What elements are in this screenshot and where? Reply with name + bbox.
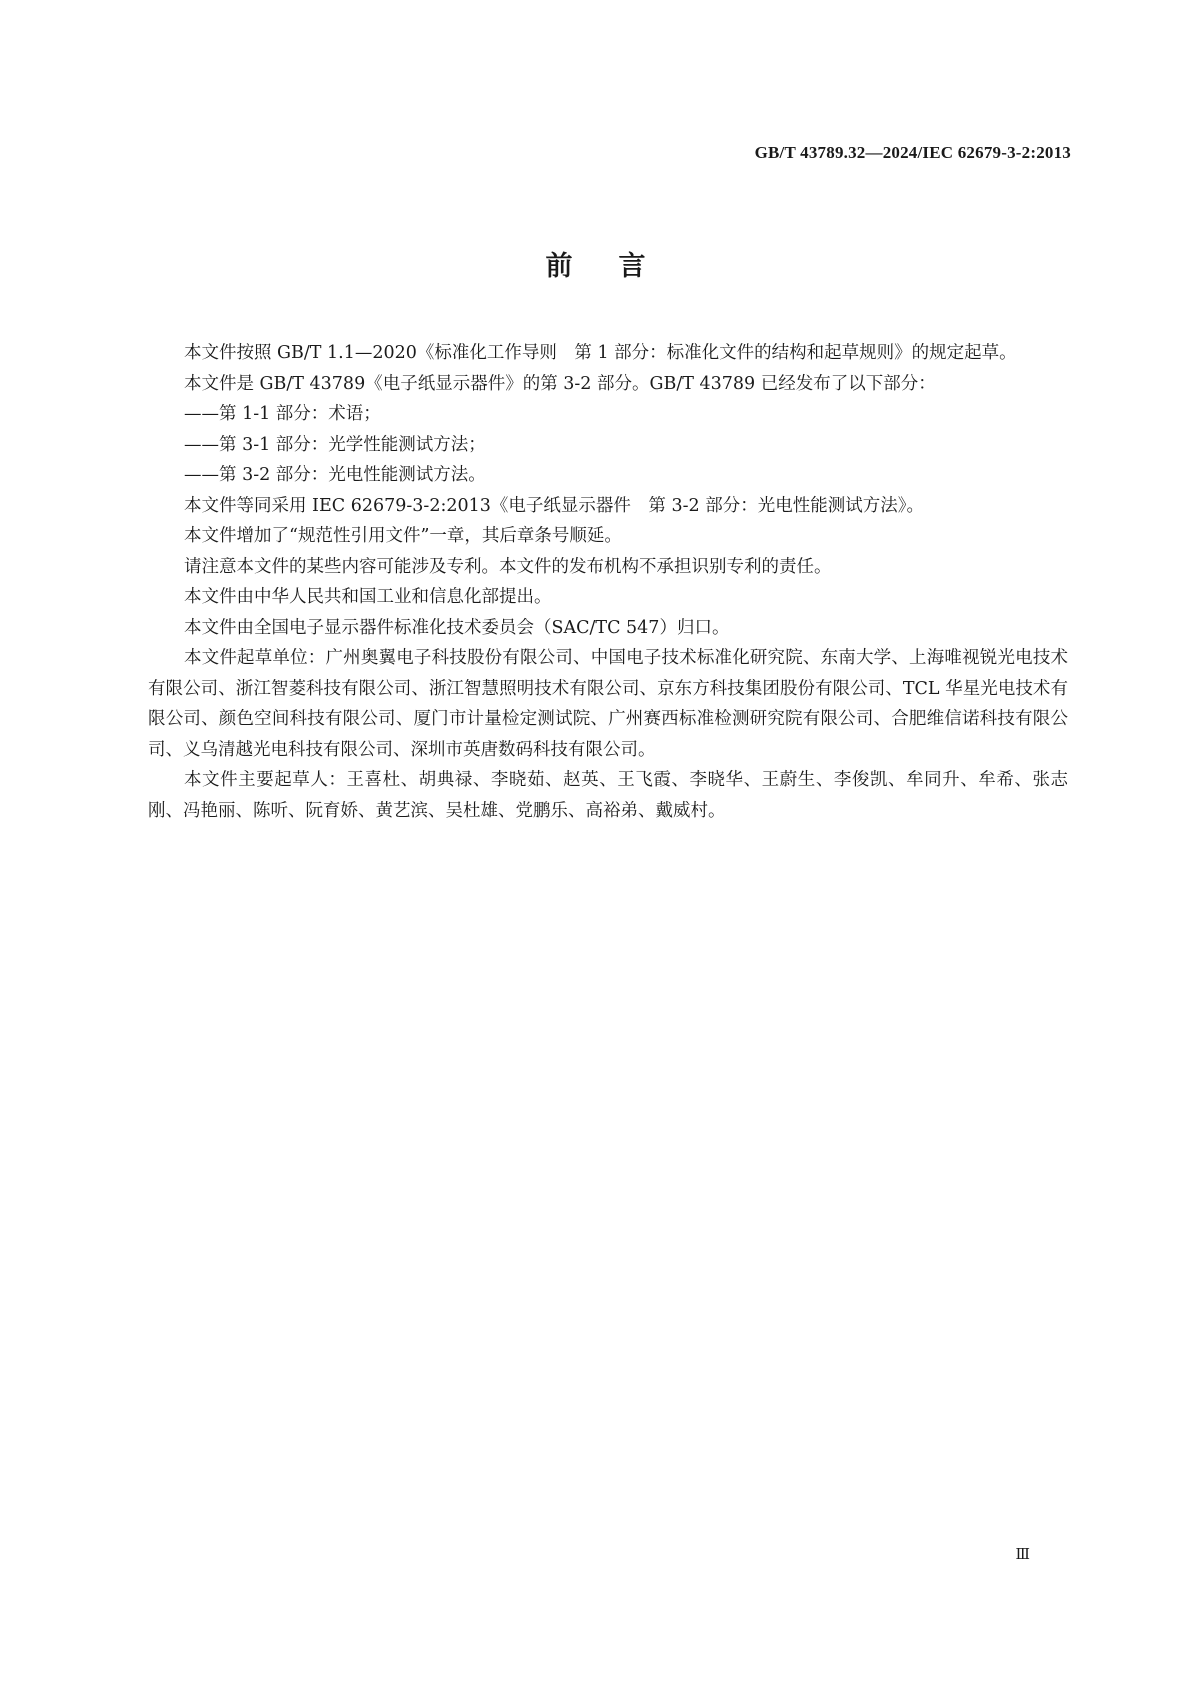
paragraph-drafting-organizations: 本文件起草单位：广州奥翼电子科技股份有限公司、中国电子技术标准化研究院、东南大学、上海唯视锐光电技术有限公司、浙江智菱科技有限公司、浙江智慧照明技术有限公司、京东方科技集团股份有限公司、TCL 华星光电技术有限公司、颜色空间科技有限公司、厦门市计量检定测试院、广州赛西标准检测研究院有限公司、合肥维信诺科技有限公司、义乌清越光电科技有限公司、深圳市英唐数码科技有限公司。 — [148, 648, 1068, 760]
paragraph-administered-by: 本文件由全国电子显示器件标准化技术委员会（SAC/TC 547）归口。 — [184, 617, 730, 638]
list-item-part-3-1: ——第 3-1 部分：光学性能测试方法； — [184, 434, 486, 455]
paragraph-proposed-by: 本文件由中华人民共和国工业和信息化部提出。 — [184, 587, 552, 607]
paragraph-main-drafters: 本文件主要起草人：王喜杜、胡典禄、李晓茹、赵英、王飞霞、李晓华、王蔚生、李俊凯、牟同升、牟希、张志刚、冯艳丽、陈听、阮育娇、黄艺滨、吴杜雄、党鹏乐、高裕弟、戴威村。 — [148, 770, 1068, 821]
paragraph-added-chapter: 本文件增加了“规范性引用文件”一章，其后章条号顺延。 — [184, 526, 622, 546]
paragraph-identical-adoption: 本文件等同采用 IEC 62679-3-2:2013《电子纸显示器件 第 3-2 部分：光电性能测试方法》。 — [184, 495, 924, 516]
list-item-part-1-1: ——第 1-1 部分：术语； — [184, 404, 381, 424]
foreword-body — [148, 338, 1068, 826]
standard-number-header: GB/T 43789.32—2024/IEC 62679-3-2:2013 — [754, 143, 1071, 162]
paragraph-drafting-rules: 本文件按照 GB/T 1.1—2020《标准化工作导则 第 1 部分：标准化文件的结构和起草规则》的规定起草。 — [184, 343, 1017, 363]
paragraph-series-intro: 本文件是 GB/T 43789《电子纸显示器件》的第 3-2 部分。GB/T 43789 已经发布了以下部分： — [184, 373, 936, 394]
list-item-part-3-2: ——第 3-2 部分：光电性能测试方法。 — [184, 465, 486, 485]
paragraph-patent-notice: 请注意本文件的某些内容可能涉及专利。本文件的发布机构不承担识别专利的责任。 — [184, 556, 832, 577]
page-number: Ⅲ — [1015, 1547, 1030, 1563]
page-title: 前言 — [545, 251, 692, 282]
